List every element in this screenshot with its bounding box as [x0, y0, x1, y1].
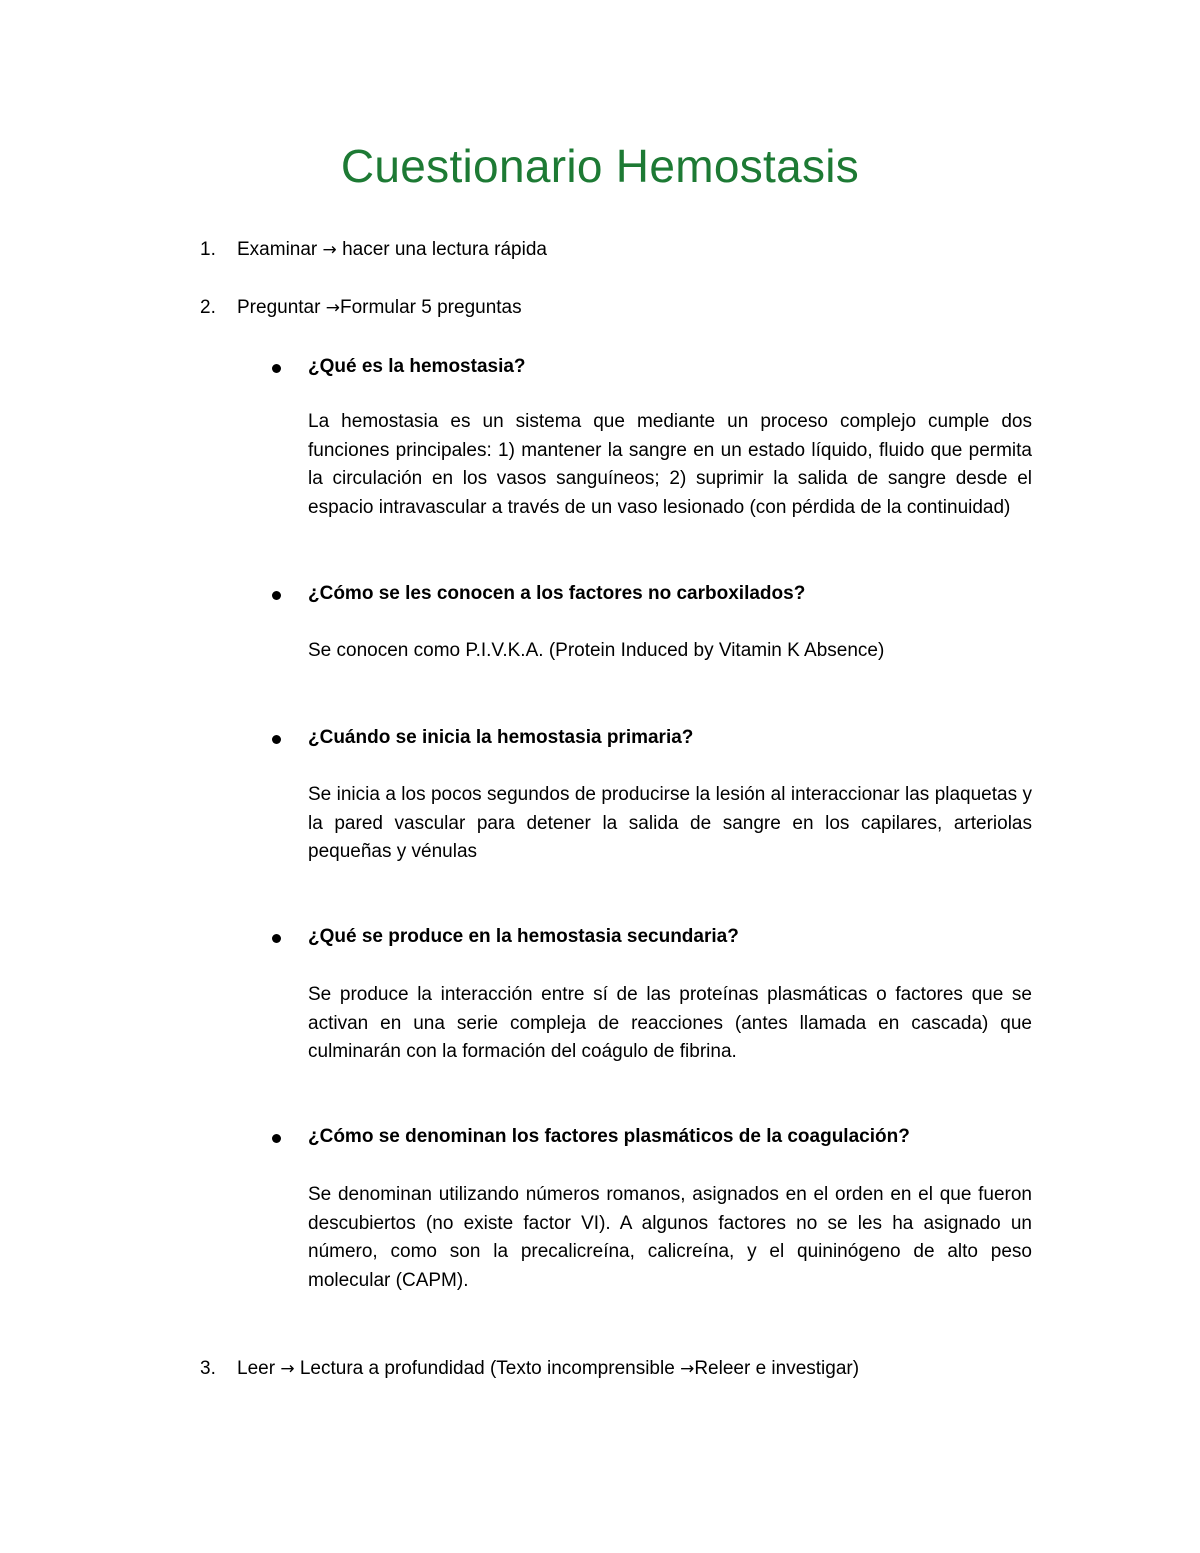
bullet-icon — [272, 1134, 281, 1143]
question-3: ¿Cuándo se inicia la hemostasia primaria? — [308, 727, 694, 748]
arrow-right-icon: → — [280, 1359, 295, 1379]
answer-1: La hemostasia es un sistema que mediante un proceso complejo cumple dos funciones principales: 1) mantener la sangre en un estado líquido, fluido que permita la circulación en los vasos sanguíneos; 2) suprimir la salida de sangre desde el espacio intravascular a través de un vaso lesionado (con pérdida de la continuidad) — [308, 411, 1032, 518]
arrow-right-icon: → — [325, 298, 340, 318]
step-number: 2. — [200, 297, 216, 318]
step-text: hacer una lectura rápida — [342, 239, 547, 260]
step-1 — [200, 237, 547, 263]
step-number: 1. — [200, 239, 216, 260]
step-label: Examinar — [237, 239, 318, 260]
step-3 — [200, 1356, 859, 1382]
step-text: Lectura a profundidad (Texto incomprensible — [299, 1358, 681, 1379]
bullet-icon — [272, 934, 281, 943]
page-title: Cuestionario Hemostasis — [340, 140, 860, 192]
answer-5: Se denominan utilizando números romanos, asignados en el orden en el que fueron descubiertos (no existe factor VI). A algunos factores no se les ha asignado un número, como son la precalicreína, calicreína, y el quininógeno de alto peso molecular (CAPM). — [308, 1184, 1032, 1291]
step-text: Formular 5 preguntas — [339, 297, 522, 318]
step-label: Preguntar — [237, 297, 321, 318]
question-4: ¿Qué se produce en la hemostasia secundaria? — [308, 926, 739, 947]
bullet-icon — [272, 364, 281, 373]
question-5: ¿Cómo se denominan los factores plasmáticos de la coagulación? — [308, 1126, 910, 1147]
step-2 — [200, 295, 522, 321]
bullet-icon — [272, 591, 281, 600]
step-number: 3. — [200, 1358, 216, 1379]
bullet-icon — [272, 735, 281, 744]
arrow-right-icon: → — [680, 1359, 695, 1379]
arrow-right-icon: → — [322, 240, 337, 260]
answer-2: Se conocen como P.I.V.K.A. (Protein Induced by Vitamin K Absence) — [308, 640, 885, 661]
question-1: ¿Qué es la hemostasia? — [308, 356, 526, 377]
question-2: ¿Cómo se les conocen a los factores no carboxilados? — [308, 583, 806, 604]
answer-4: Se produce la interacción entre sí de las proteínas plasmáticas o factores que se activan en una serie compleja de reacciones (antes llamada en cascada) que culminarán con la formación del coágulo de fibrina. — [308, 984, 1032, 1063]
step-label: Leer — [237, 1358, 276, 1379]
step-extra-text: Releer e investigar) — [694, 1358, 860, 1379]
answer-3: Se inicia a los pocos segundos de producirse la lesión al interaccionar las plaquetas y la pared vascular para detener la salida de sangre en los capilares, arteriolas pequeñas y vénulas — [308, 784, 1032, 863]
